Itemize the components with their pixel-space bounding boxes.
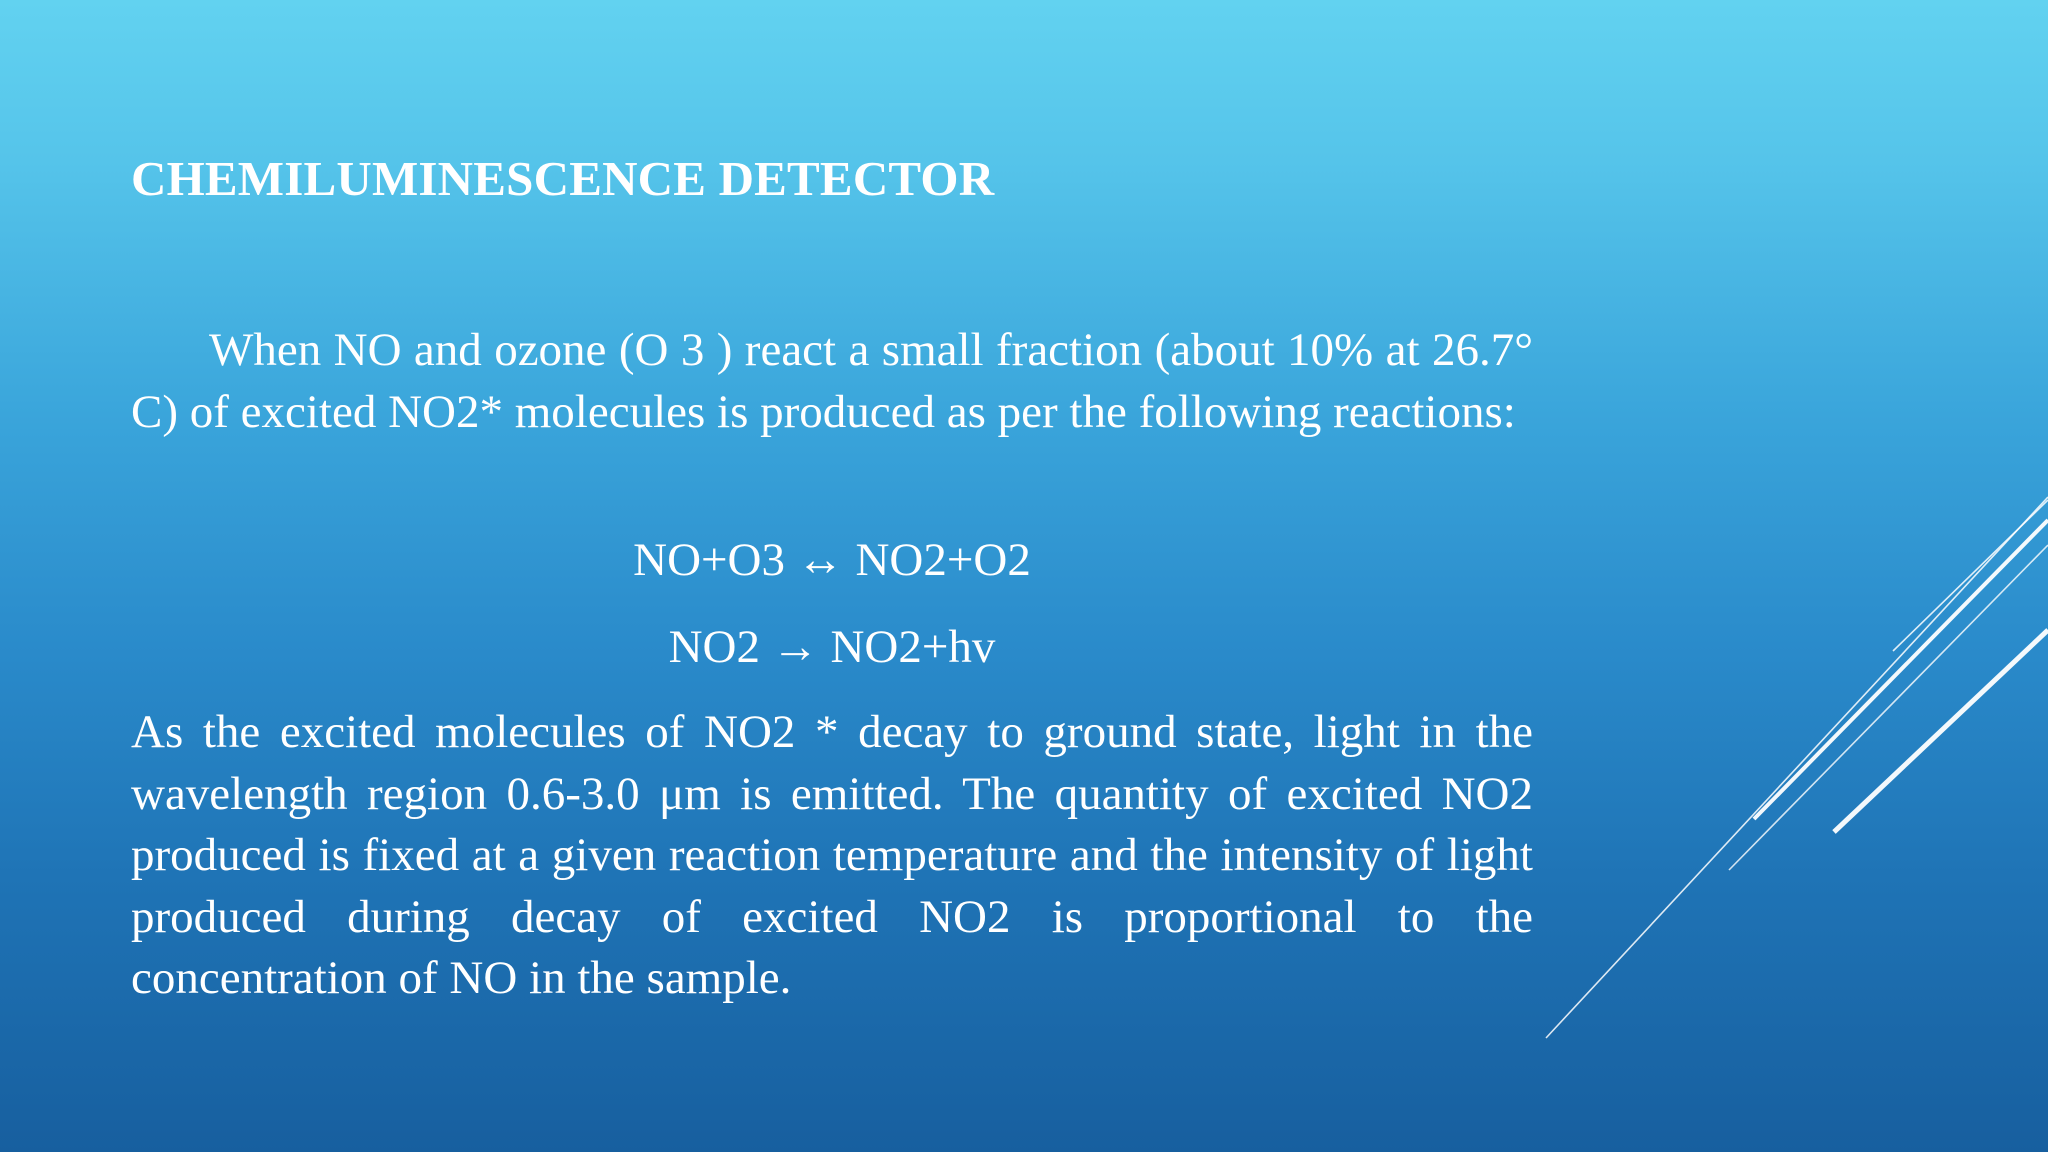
reaction-equation-1: NO+O3 ↔ NO2+O2: [633, 534, 1031, 586]
explanation-paragraph: As the excited molecules of NO2 * decay to ground state, light in the wavelength region 0.6-3.0 μm is emitted. The quantity of excited NO2 produced is fixed at a given reaction temperature and the intensity of light produced during decay of excited NO2 is proportional to the concentration of NO in the sample.: [131, 706, 1533, 1004]
slide-title: CHEMILUMINESCENCE DETECTOR: [131, 151, 995, 206]
decor-line: [1729, 545, 2048, 870]
decor-line: [1546, 497, 2048, 1038]
intro-paragraph: When NO and ozone (O 3 ) react a small fraction (about 10% at 26.7° C) of excited NO2* molecules is produced as per the following reactions:: [131, 324, 1533, 438]
decor-line: [1893, 500, 2048, 651]
decor-line: [1754, 520, 2048, 819]
reaction-equation-2: NO2 → NO2+hv: [668, 621, 996, 673]
decor-line: [1834, 630, 2048, 832]
